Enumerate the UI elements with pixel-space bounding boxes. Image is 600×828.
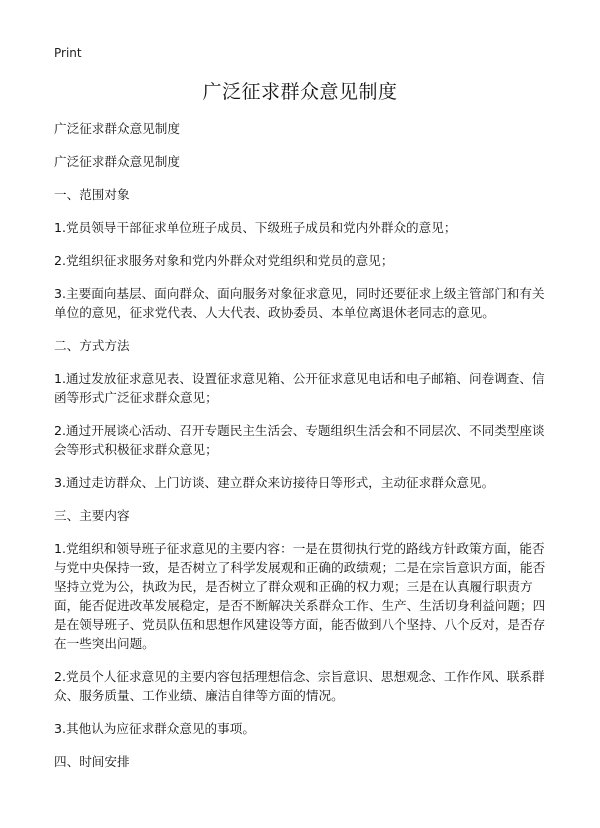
paragraph-scope-3: 3.主要面向基层、面向群众、面向服务对象征求意见，同时还要征求上级主管部门和有关单位的意见，征求党代表、人大代表、政协委员、本单位离退休老同志的意见。 [54,286,545,320]
paragraph-methods-1: 1.通过发放征求意见表、设置征求意见箱、公开征求意见电话和电子邮箱、问卷调查、信函等形式广泛征求群众意见； [54,371,545,405]
paragraph-methods-2: 2.通过开展谈心活动、召开专题民主生活会、专题组织生活会和不同层次、不同类型座谈会等形式积极征求群众意见； [54,423,545,457]
paragraph-content-1: 1.党组织和领导班子征求意见的主要内容：一是在贯彻执行党的路线方针政策方面，能否与党中央保持一致，是否树立了科学发展观和正确的政绩观；二是在宗旨意识方面，能否坚持立党为公，执政为民，是否树立了群众观和正确的权力观；三是在认真履行职责方面，能否促进改革发展稳定，是否不断解决关系群众工作、生产、生活切身利益问题；四是在领导班子、党员队伍和思想作风建设等方面，能否做到八个坚持、八个反对，是否存在一些突出问题。 [54,541,546,651]
print-link[interactable]: Print [54,46,82,60]
section-heading-scope: 一、范围对象 [54,187,130,202]
paragraph-subtitle-2: 广泛征求群众意见制度 [54,154,180,169]
paragraph-content-3: 3.其他认为应征求群众意见的事项。 [54,721,255,736]
paragraph-scope-1: 1.党员领导干部征求单位班子成员、下级班子成员和党内外群众的意见； [54,220,457,235]
paragraph-scope-2: 2.党组织征求服务对象和党内外群众对党组织和党员的意见； [54,253,394,268]
document-title: 广泛征求群众意见制度 [202,81,398,103]
paragraph-content-2: 2.党员个人征求意见的主要内容包括理想信念、宗旨意识、思想观念、工作作风、联系群众、服务质量、工作业绩、廉洁自律等方面的情况。 [54,669,545,703]
section-heading-schedule: 四、时间安排 [54,754,130,769]
section-heading-content: 三、主要内容 [54,508,130,523]
section-heading-methods: 二、方式方法 [54,338,130,353]
document-body [54,119,548,785]
paragraph-subtitle-1: 广泛征求群众意见制度 [54,121,180,136]
paragraph-methods-3: 3.通过走访群众、上门访谈、建立群众来访接待日等形式，主动征求群众意见。 [54,475,495,490]
